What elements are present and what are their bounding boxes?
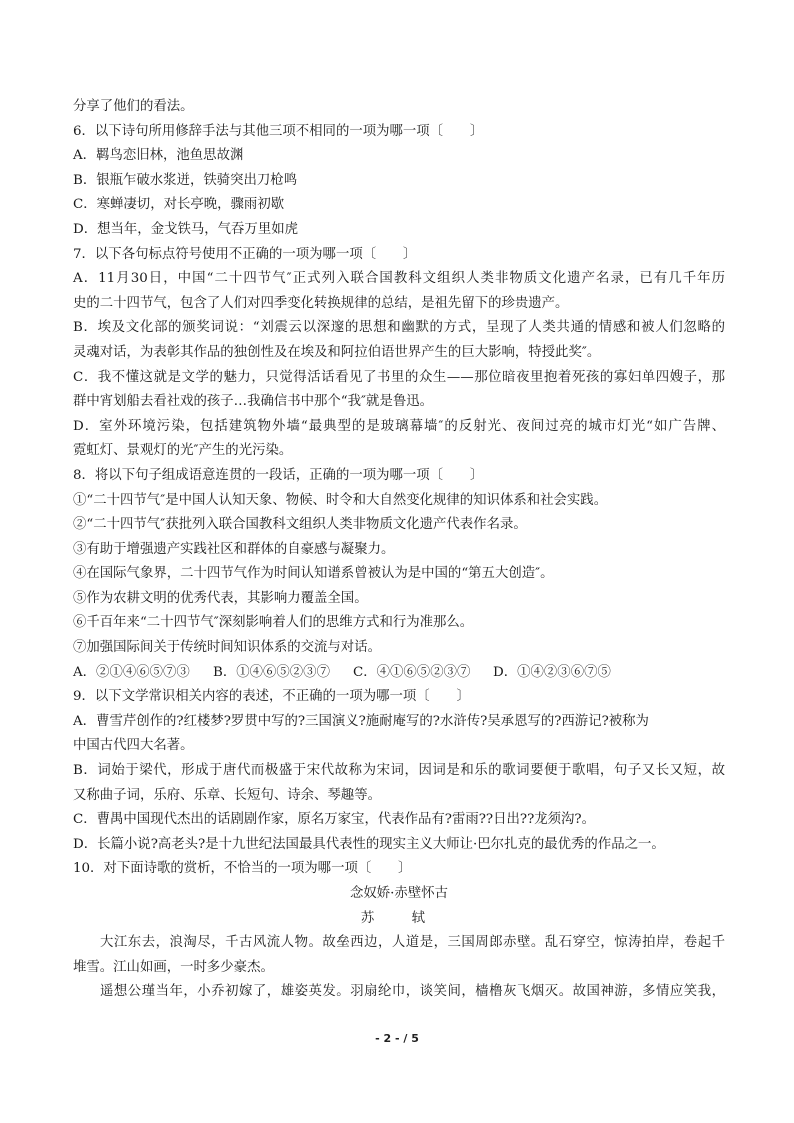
question-7-stem: 7．以下各句标点符号使用不正确的一项为哪一项〔 〕 xyxy=(73,246,417,262)
question-7-option-d-line1: D．室外环境污染，包括建筑物外墙“最典型的是玻璃幕墙″的反射光、夜间过亮的城市灯光“如广告牌、 xyxy=(73,418,725,434)
question-8-sentence-5: ⑤作为农耕文明的优秀代表，其影响力覆盖全国。 xyxy=(73,590,368,606)
question-8-option-d: D．①④②③⑥⑦⑤ xyxy=(493,664,611,680)
page-content xyxy=(73,95,725,1005)
question-7-option-b-line2: 灵魂对话，为表彰其作品的独创性及在埃及和阿拉伯语世界产生的巨大影响，特授此奖″。 xyxy=(73,344,601,360)
poem-title: 念奴娇·赤壁怀古 xyxy=(350,886,448,901)
question-6-option-c: C．寒蝉凄切，对长亭晚，骤雨初歇 xyxy=(73,197,285,213)
question-9-option-b-line2: 又称曲子词，乐府、乐章、长短句、诗余、琴趣等。 xyxy=(73,787,381,803)
question-8-sentence-7: ⑦加强国际间关于传统时间知识体系的交流与对话。 xyxy=(73,640,381,656)
page-number: - 2 - / 5 xyxy=(375,1032,419,1045)
question-9-option-a-line1: A．曹雪芹创作的?红楼梦?罗贯中写的?三国演义?施耐庵写的?水浒传?吴承恩写的?西游记?被称为 xyxy=(73,713,649,729)
question-6-option-b: B．银瓶乍破水浆迸，铁骑突出刀枪鸣 xyxy=(73,172,298,188)
question-8-options xyxy=(73,661,725,686)
poem-stanza-1-line1: 大江东去，浪淘尽，千古风流人物。故垒西边，人道是，三国周郎赤壁。乱石穿空，惊涛拍岸，卷起千 xyxy=(100,935,725,951)
question-6-stem: 6．以下诗句所用修辞手法与其他三项不相同的一项为哪一项〔 〕 xyxy=(73,123,484,139)
question-8-stem: 8．将以下句子组成语意连贯的一段话，正确的一项为哪一项〔 〕 xyxy=(73,467,484,483)
question-10-stem: 10．对下面诗歌的赏析，不恰当的一项为哪一项〔 〕 xyxy=(73,861,412,877)
poem-stanza-1-line2: 堆雪。江山如画，一时多少豪杰。 xyxy=(73,959,274,975)
question-6-option-a: A．羁鸟恋旧林，池鱼思故渊 xyxy=(73,148,244,164)
question-8-sentence-4: ④在国际气象界，二十四节气作为时间认知谱系曾被认为是中国的“第五大创造″。 xyxy=(73,566,554,582)
question-8-sentence-2: ②“二十四节气″获批列入联合国教科文组织人类非物质文化遗产代表作名录。 xyxy=(73,517,527,533)
question-6-option-d: D．想当年，金戈铁马，气吞万里如虎 xyxy=(73,221,298,237)
paragraph-continuation: 分享了他们的看法。 xyxy=(73,99,194,114)
question-7-option-a-line1: A．11月30日，中国“二十四节气″正式列入联合国教科文组织人类非物质文化遗产名录，已有几千年历 xyxy=(73,271,725,287)
question-7-option-d-line2: 霓虹灯、景观灯的光″产生的光污染。 xyxy=(73,443,293,459)
question-9-option-d: D．长篇小说?高老头?是十九世纪法国最具代表性的现实主义大师让·巴尔扎克的最优秀的作品之一。 xyxy=(73,836,665,852)
question-8-sentence-3: ③有助于增强遗产实践社区和群体的自豪感与凝聚力。 xyxy=(73,541,395,557)
poem-author: 苏 轼 xyxy=(360,910,438,926)
question-9-option-a-line2: 中国古代四大名著。 xyxy=(73,738,194,754)
question-8-option-c: C．④①⑥⑤②③⑦ xyxy=(353,664,471,680)
question-7-option-c-line2: 群中宵划船去看社戏的孩子…我确信书中那个“我″就是鲁迅。 xyxy=(73,394,434,410)
question-8-sentence-6: ⑥千百年来“二十四节气″深刻影响着人们的思维方式和行为准那么。 xyxy=(73,615,474,631)
question-9-stem: 9．以下文学常识相关内容的表述，不正确的一项为哪一项〔 〕 xyxy=(73,689,470,705)
question-8-option-b: B．①④⑥⑤②③⑦ xyxy=(213,664,330,680)
question-9-option-c: C．曹禺中国现代杰出的话剧剧作家，原名万家宝，代表作品有?雷雨??日出??龙须沟?。 xyxy=(73,812,595,828)
question-9-option-b-line1: B．词始于梁代，形成于唐代而极盛于宋代故称为宋词，因词是和乐的歌词要便于歌唱，句子又长又短，故 xyxy=(73,763,725,779)
question-7-option-a-line2: 史的二十四节气，包含了人们对四季变化转换规律的总结，是祖先留下的珍贵遗产。 xyxy=(73,295,569,311)
question-8-option-a: A．②①④⑥⑤⑦③ xyxy=(73,664,190,680)
poem-stanza-2-line1: 遥想公瑾当年，小乔初嫁了，雄姿英发。羽扇纶巾，谈笑间，樯橹灰飞烟灭。故国神游，多情应笑我， xyxy=(100,984,725,1000)
question-7-option-c-line1: C．我不懂这就是文学的魅力，只觉得活话看见了书里的众生——那位暗夜里抱着死孩的寡妇单四嫂子，那 xyxy=(73,369,725,385)
question-8-sentence-1: ①“二十四节气″是中国人认知天象、物候、时令和大自然变化规律的知识体系和社会实践。 xyxy=(73,492,608,508)
question-7-option-b-line1: B．埃及文化部的颁奖词说：“刘震云以深邃的思想和幽默的方式，呈现了人类共通的情感和被人们忽略的 xyxy=(73,320,725,336)
